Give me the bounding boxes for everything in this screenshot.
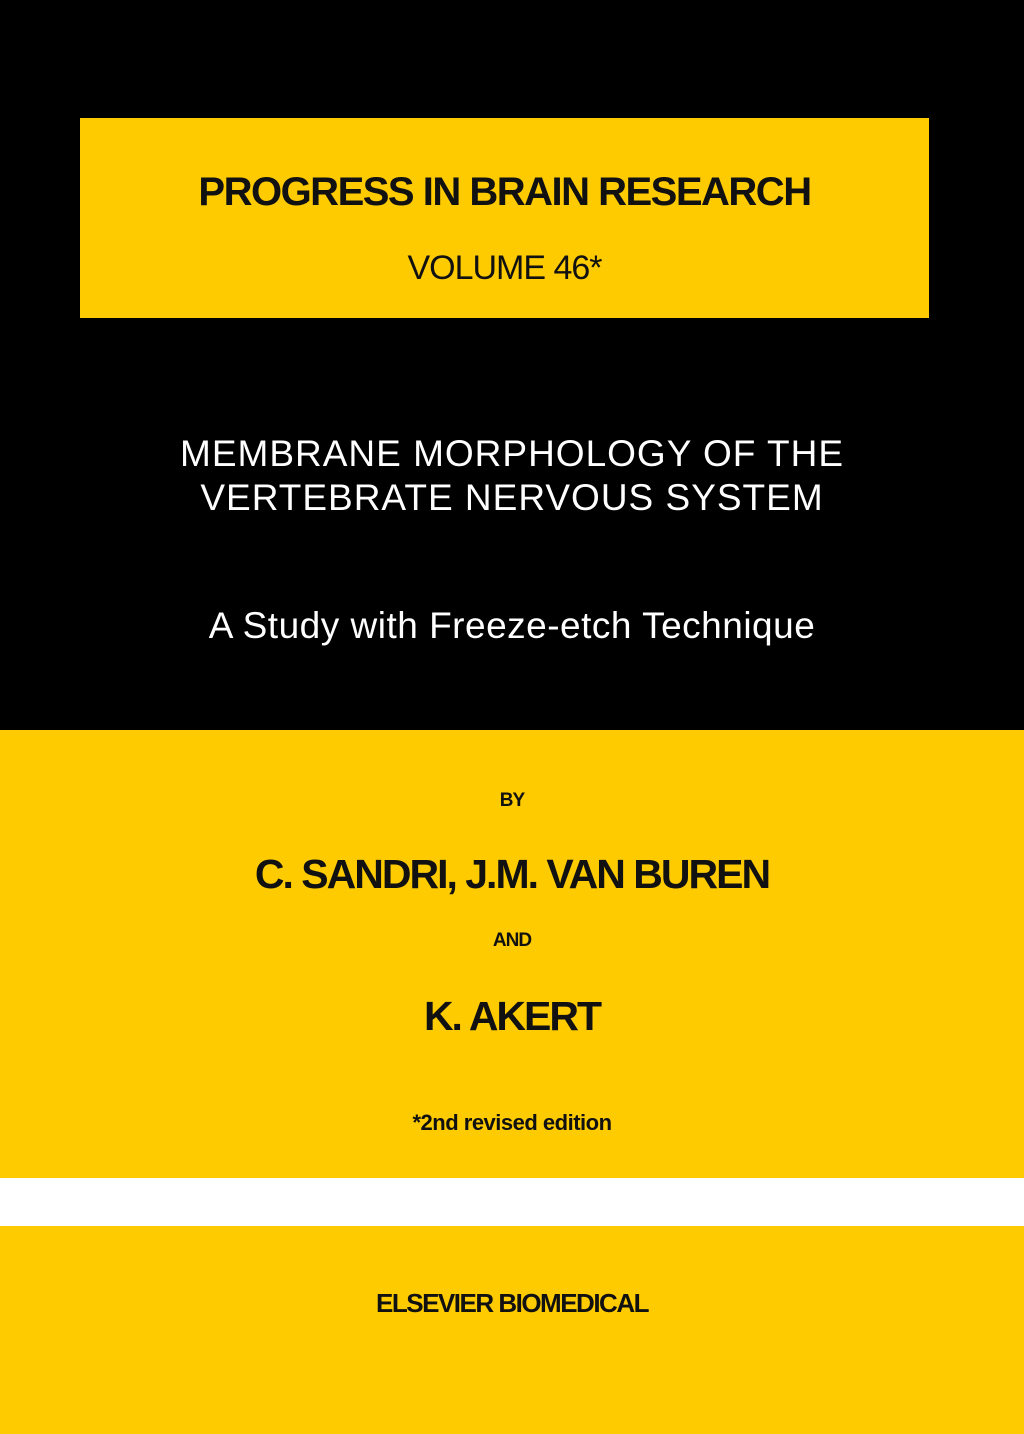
series-volume: VOLUME 46* [407,249,602,287]
book-subtitle: A Study with Freeze-etch Technique [208,605,816,646]
series-banner [80,118,929,318]
edition-note: *2nd revised edition [412,1110,612,1135]
cover-white-stripe [0,1178,1024,1226]
and-label: AND [492,930,532,951]
cover-credits-panel [0,730,1024,1178]
author-last: K. AKERT [423,993,601,1039]
series-title: PROGRESS IN BRAIN RESEARCH [198,170,811,214]
authors-primary: C. SANDRI, J.M. VAN BUREN [254,851,770,897]
book-title-line-2: VERTEBRATE NERVOUS SYSTEM [200,477,824,518]
book-title-line-1: MEMBRANE MORPHOLOGY OF THE [180,433,844,474]
book-title [0,432,1024,520]
publisher-name: ELSEVIER BIOMEDICAL [376,1288,648,1318]
by-label: BY [499,790,525,811]
cover-publisher-panel [0,1226,1024,1434]
